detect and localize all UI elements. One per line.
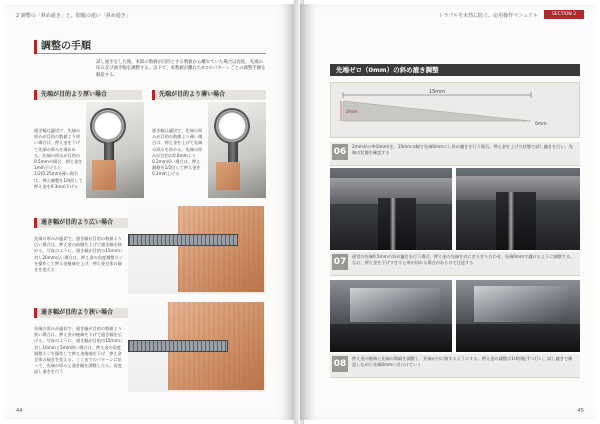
- right-page: [300, 4, 596, 420]
- case-body-thin: 通き幅は適切で、先端の厚みが目的の数値より薄い場合は、押え金を上げて先端の厚みを厚める。先端の厚みが目的の0.6mmより0.2mm厚い場合は、押え調整を1/2回して押え金を0.2mm上げる: [152, 128, 203, 177]
- step-number: 07: [332, 254, 348, 270]
- case-heading-thick: 先端が目的より厚い場合: [34, 90, 142, 100]
- dial-gauge-icon: [90, 108, 126, 144]
- intro-paragraph: 試し通きをした後、本節の数値が目的とする数値から離れていた場合は再度、先端の厚み及び通き幅を調整する。以下で、本数値が離れた4つのパターンごとの調整手順を解説する。: [96, 60, 266, 78]
- section-title-box: [34, 40, 266, 54]
- gauge-photo-thick: [86, 102, 144, 198]
- plate-photo-2: [456, 280, 580, 352]
- case-body-thick: 通き幅は適切で、先端の厚みが目的の数値より厚い場合は、押え金を下げて先端の厚みを薄めれる。先端の厚みが目的の0.5mmの場合、押え金を1mm下げると1/2(0.25mm)薄い場合は、押え調整を1/4回して押え金を0.3mm下げる: [34, 128, 83, 189]
- blade-photo-2: [456, 168, 580, 250]
- step-number: 06: [332, 144, 348, 160]
- step-08: [330, 354, 580, 378]
- ruler-photo-wide: [128, 204, 266, 294]
- step-text: 通常の先端0.5mmの斜め漉きを行う場合、押え金の先端を刃にぎりぎり合わせ、先端0mmで漉けるように調整する。なお、押え金を下げすぎると革が切れる場合があるので注意する: [352, 254, 575, 265]
- step-06: [330, 142, 580, 166]
- step-number: 08: [332, 356, 348, 372]
- page-number-left: 44: [16, 408, 23, 414]
- presser-plate: [474, 286, 568, 322]
- section-badge: SECTION 2: [544, 10, 584, 19]
- case-body-narrow: 先端の厚みが適切で、通き幅が目的の数値より狭い場合は、押え金の後端を下げて通き幅を広げる。写真のように、通き幅が目的の15mmに対し10mmと5mm狭い場合は、押え金の角度調整ネジを操作して押え金後端を下げ、押え金全体の傾きを変える。ここまでのパターンに沿って、先端の厚みと通き幅を調整したら、再度試し通きを行う: [34, 326, 123, 375]
- leather-piece: [178, 206, 264, 292]
- case-heading-narrow: 通き幅が目的より狭い場合: [34, 308, 134, 318]
- tip-label: 0mm: [535, 122, 547, 127]
- blade-highlight: [390, 198, 396, 250]
- steel-ruler: [128, 234, 238, 246]
- page-number-right: 45: [577, 408, 584, 414]
- right-page-header: トラブルを未然に防ぐ、応用操作マニュアル: [438, 13, 538, 19]
- title-accent-bar: [34, 40, 37, 54]
- case-body-wide: 先端の厚みが適切で、通き幅が目的の数値より広い場合は、押え金の前側を上げて通き幅を狭める。写真のように、通き幅が目的の15mmに対し20mm広い場合は、押え金の角度調整ネジを操作して押え金後端を上げ、押え金全体の傾きを変える: [34, 236, 123, 273]
- height-label: 2mm: [346, 110, 358, 115]
- steel-ruler: [128, 340, 228, 352]
- right-section-title: 先端ゼロ（0mm）の斜め漉き調整: [336, 66, 439, 74]
- case-heading-wide: 通き幅が目的より広い場合: [34, 218, 134, 228]
- presser-plate: [350, 288, 440, 322]
- plate-photo-1: [330, 280, 452, 352]
- case-heading-thin: 先端が目的より薄い場合: [152, 90, 266, 100]
- right-title-bar: [330, 64, 580, 76]
- ruler-photo-narrow: [128, 300, 266, 392]
- machine-bed: [456, 324, 580, 352]
- length-label: 15mm: [428, 89, 446, 95]
- leather-sample: [92, 160, 116, 190]
- leather-wedge-shape: [343, 101, 531, 121]
- gauge-photo-thin: [208, 102, 266, 198]
- leather-sample: [216, 162, 240, 190]
- left-page: [4, 4, 296, 420]
- left-page-header: 2 調整の「斜め通き」と、問題の違い「斜め通き」: [16, 13, 131, 19]
- skive-diagram: [330, 82, 580, 138]
- dial-gauge-icon: [214, 108, 250, 144]
- feed-roller: [496, 192, 536, 250]
- section-title: 調整の手順: [41, 41, 91, 52]
- step-text: 押え金の後端と先端の間隔を調整し、先端が刃に接するようにする。押え金の調整は1/4回転ずつ行い、試し漉きで確認しながら先端0mmに近づけていく: [352, 356, 573, 367]
- machine-bed: [330, 324, 452, 352]
- blade-highlight: [508, 192, 514, 250]
- feed-roller: [378, 198, 416, 250]
- step-text: 2mm厚の革(0mm)を、15mmの幅で先端0mmにし斜め漉きを行う場合。押え金を上げた状態で試し漉きを行い、先端の状態を確認する: [352, 144, 573, 155]
- blade-photo-1: [330, 168, 452, 250]
- step-07: [330, 252, 580, 276]
- skive-diagram-svg: [331, 83, 581, 139]
